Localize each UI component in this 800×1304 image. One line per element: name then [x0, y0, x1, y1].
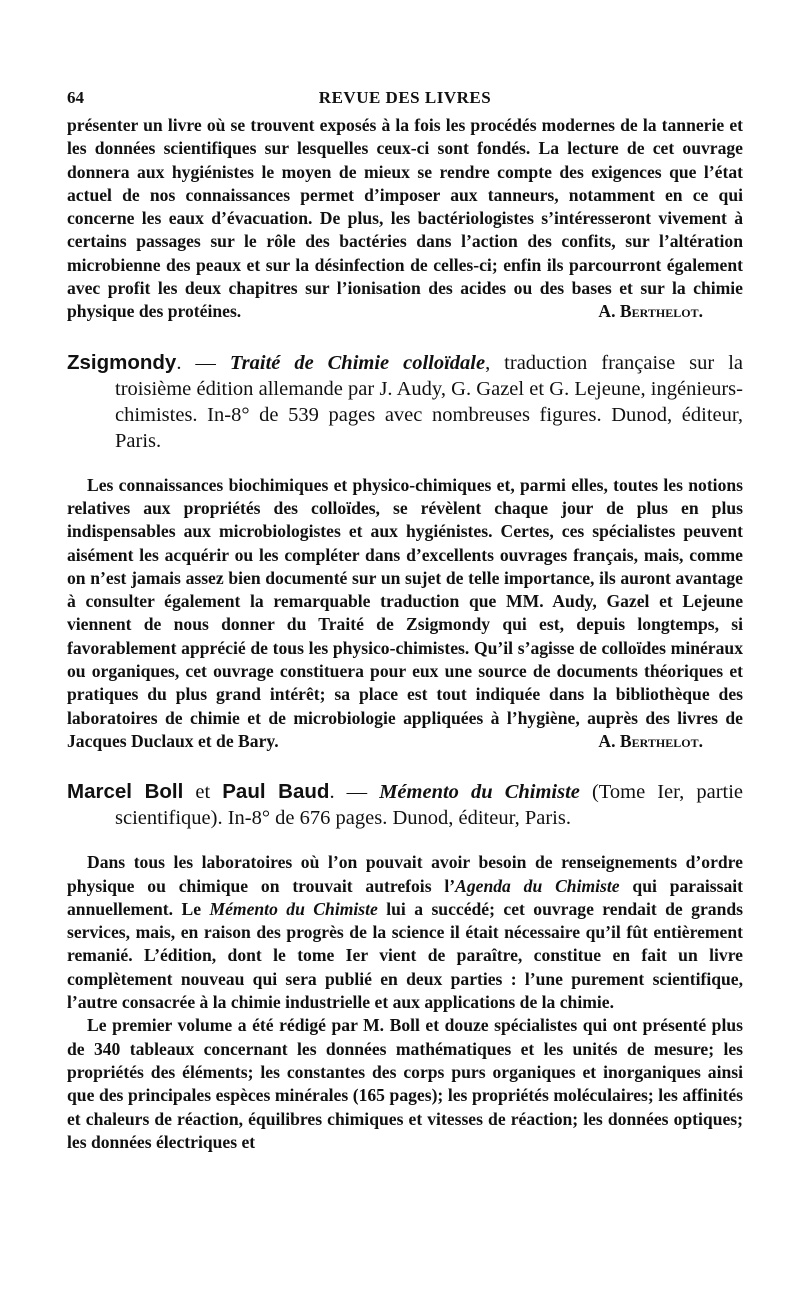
- bibliographic-entry: Marcel Boll et Paul Baud. — Mémento du Chimiste (Tome Ier, partie scientifique). In-8° de 676 pages. Dunod, éditeur, Paris.: [67, 780, 744, 830]
- entry-details: (Tome Ier, partie scientifique). In-8° de 676 pages. Dunod, éditeur, Paris.: [115, 781, 744, 830]
- entry-details: , traduction française sur la troisième édition allemande par J. Audy, G. Gazel et G. Lejeune, ingénieurs-chimistes. In-8° de 539 pages avec nombreuses figures. Dunod, éditeur, Paris.: [115, 351, 743, 452]
- reviewer-signature: A. Berthelot.: [598, 301, 703, 322]
- review-boll-baud: [67, 779, 743, 1154]
- running-header: [67, 88, 743, 114]
- review-paragraph: Le premier volume a été rédigé par M. Boll et douze spécialistes qui ont présenté plus de 340 tableaux concernant les données mathématiques et les unités de mesure; les propriétés des éléments; les constantes des corps purs organiques et inorganiques ainsi que des principales espèces minérales (165 pages); les propriétés moléculaires; les affinités et chaleurs de réaction, équilibres chimiques et vitesses de réaction; les données optiques; les données électriques et: [67, 1015, 743, 1152]
- entry-author: Zsigmondy: [67, 350, 177, 374]
- entry-work-title: Mémento du Chimiste: [379, 781, 580, 804]
- review-paragraph: Dans tous les laboratoires où l’on pouvait avoir besoin de renseignements d’ordre physique ou chimique on trouvait autrefois l’Agenda du Chimiste qui paraissait annuellement. Le Mémento du Chimiste lui a succédé; cet ouvrage rendait de grands services, mais, en raison des progrès de la science il était nécessaire qu’il fût entièrement remanié. L’édition, dont le tome Ier vient de paraître, constitue en fait un livre complètement nouveau qui sera publié en deux parties : l’une purement scientifique, l’autre consacrée à la chimie industrielle et aux applications de la chimie.: [67, 852, 744, 1013]
- bibliographic-entry: Zsigmondy. — Traité de Chimie colloïdale, traduction française sur la troisième édition allemande par J. Audy, G. Gazel et G. Lejeune, ingénieurs-chimistes. In-8° de 539 pages avec nombreuses figures. Dunod, éditeur, Paris.: [67, 350, 743, 452]
- entry-author: Marcel Boll: [67, 780, 184, 804]
- continuation-review: [67, 114, 743, 324]
- entry-author: Paul Baud: [222, 780, 330, 804]
- page-number: 64: [67, 88, 84, 107]
- review-paragraph: Les connaissances biochimiques et physico-chimiques et, parmi elles, toutes les notions relatives aux propriétés des colloïdes, se révèlent chaque jour de plus en plus indispensables aux microbiologistes et aux hygiénistes. Certes, ces spécialistes peuvent aisément les acquérir ou les compléter dans d’excellents ouvrages français, mais, comme on n’est jamais assez bien documenté sur un sujet de telle importance, ils auront avantage à consulter également la remarquable traduction que MM. Audy, Gazel et Lejeune viennent de nous donner du Traité de Zsigmondy qui est, depuis longtemps, si favorablement apprécié de tous les physico-chimistes. Qu’il s’agisse de colloïdes minéraux ou organiques, cet ouvrage constituera pour eux une source de documents théoriques et pratiques du plus grand intérêt; sa place est tout indiquée dans la bibliothèque des laboratoires de chimie et de microbiologie appliquées à l’hygiène, auprès des livres de Jacques Duclaux et de Bary.: [67, 474, 743, 751]
- review-zsigmondy: [67, 350, 743, 754]
- page: [67, 88, 743, 1154]
- entry-work-title: Traité de Chimie colloïdale: [229, 351, 486, 374]
- reviewer-signature: A. Berthelot.: [598, 730, 703, 751]
- running-title: REVUE DES LIVRES: [318, 88, 492, 107]
- continuation-paragraph: présenter un livre où se trouvent exposés à la fois les procédés modernes de la tannerie et les données scientifiques sur lesquelles ceux-ci sont fondés. La lecture de cet ouvrage donnera aux hygiénistes le moyen de mieux se rendre compte des exigences que l’état actuel de nos connaissances permet d’imposer aux tanneurs, notamment en ce qui concerne les eaux d’évacuation. De plus, les bactériologistes s’intéresseront vivement à certains passages sur le rôle des bactéries dans l’action des confits, sur l’altération microbienne des peaux et sur la désinfection de celles-ci; enfin ils parcourront également avec profit les deux chapitres sur l’ionisation des acides ou des bases et sur la chimie physique des protéines.: [67, 115, 743, 322]
